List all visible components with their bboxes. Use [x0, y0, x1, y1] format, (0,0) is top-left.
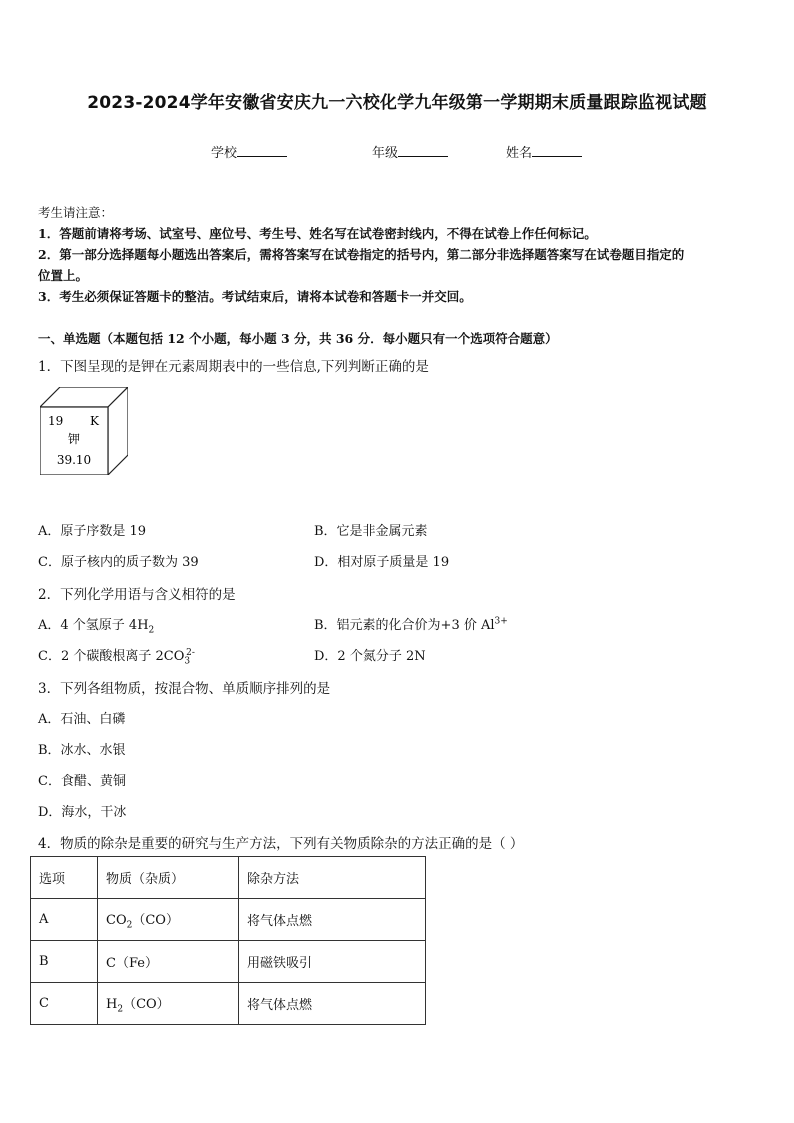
q1-option-a[interactable]: A．原子序数是 19 — [38, 524, 147, 539]
page-title: 2023-2024学年安徽省安庆九一六校化学九年级第一学期期末质量跟踪监视试题 — [87, 93, 707, 113]
school-field[interactable] — [211, 142, 287, 161]
name-field[interactable] — [506, 142, 582, 161]
q2-option-a-sub: 2 — [148, 625, 155, 636]
school-blank[interactable] — [237, 143, 287, 157]
table-cell-method: 将气体点燃 — [239, 983, 426, 1025]
grade-blank[interactable] — [398, 143, 448, 157]
table-cell-method: 将气体点燃 — [239, 899, 426, 941]
q3-option-d[interactable]: D．海水，干冰 — [38, 805, 127, 820]
table-cell-substance — [98, 983, 239, 1025]
q3-option-a[interactable]: A．石油、白磷 — [38, 712, 126, 727]
substance-impurity: （CO） — [132, 912, 179, 928]
element-symbol: K — [90, 414, 99, 428]
q2-option-c-text: C．2 个碳酸根离子 2CO — [38, 649, 185, 664]
table-row — [31, 941, 426, 983]
table-cell-option: A — [31, 899, 98, 941]
notice-item: 位置上。 — [38, 268, 89, 283]
q2-option-c[interactable] — [38, 645, 195, 667]
grade-label: 年级 — [372, 146, 399, 161]
purification-table — [30, 856, 426, 1025]
table-row — [31, 899, 426, 941]
q1-option-d[interactable]: D．相对原子质量是 19 — [314, 555, 450, 570]
q2-option-c-sub: 3 — [184, 656, 191, 667]
table-header-cell: 除杂方法 — [239, 857, 426, 899]
q1-option-c[interactable]: C．原子核内的质子数为 39 — [38, 555, 199, 570]
table-row — [31, 983, 426, 1025]
question-2-stem: 2．下列化学用语与含义相符的是 — [38, 587, 236, 603]
grade-field[interactable] — [372, 142, 448, 161]
table-cell-substance — [98, 899, 239, 941]
table-cell-method: 用磁铁吸引 — [239, 941, 426, 983]
notice-item: 3．考生必须保证答题卡的整洁。考试结束后，请将本试卷和答题卡一并交回。 — [38, 289, 472, 304]
substance-main: CO — [106, 912, 127, 928]
q2-option-a[interactable] — [38, 614, 154, 636]
substance-subscript: 2 — [126, 920, 133, 931]
substance-impurity: （Fe） — [115, 956, 158, 971]
school-label: 学校 — [211, 146, 238, 161]
element-number: 19 — [48, 414, 64, 428]
notice-item: 2．第一部分选择题每小题选出答案后，需将答案写在试卷指定的括号内，第二部分非选择题答案写在试卷题目指定的 — [38, 247, 685, 262]
section-heading: 一、单选题（本题包括 12 个小题，每小题 3 分，共 36 分．每小题只有一个选项符合题意） — [38, 331, 558, 346]
q2-option-d[interactable]: D．2 个氮分子 2N — [314, 649, 426, 664]
q3-option-b[interactable]: B．冰水、水银 — [38, 743, 126, 758]
q2-option-a-text: A．4 个氢原子 4H — [38, 618, 149, 633]
q3-option-c[interactable]: C．食醋、黄铜 — [38, 774, 126, 789]
q2-option-b-text: B．铝元素的化合价为+3 价 Al — [314, 618, 495, 633]
periodic-element-card — [40, 387, 128, 475]
q1-option-b[interactable]: B．它是非金属元素 — [314, 524, 428, 539]
notice-item: 1．答题前请将考场、试室号、座位号、考生号、姓名写在试卷密封线内，不得在试卷上作任何标记。 — [38, 226, 597, 241]
question-1-stem: 1．下图呈现的是钾在元素周期表中的一些信息,下列判断正确的是 — [38, 359, 429, 375]
q2-option-c-sup: 2- — [186, 647, 195, 658]
element-name: 钾 — [67, 432, 81, 446]
table-header-row — [31, 857, 426, 899]
question-4-stem: 4．物质的除杂是重要的研究与生产方法，下列有关物质除杂的方法正确的是（ ） — [38, 836, 524, 852]
notice-heading: 考生请注意： — [38, 205, 114, 220]
table-cell-substance — [98, 941, 239, 983]
name-blank[interactable] — [532, 143, 582, 157]
element-mass: 39.10 — [56, 453, 92, 467]
q2-option-b-sup: 3+ — [494, 616, 508, 627]
q2-option-b[interactable] — [314, 614, 508, 633]
question-3-stem: 3．下列各组物质，按混合物、单质顺序排列的是 — [38, 681, 331, 697]
table-cell-option: B — [31, 941, 98, 983]
table-cell-option: C — [31, 983, 98, 1025]
substance-subscript: 2 — [117, 1004, 124, 1015]
substance-main: C — [106, 956, 116, 971]
table-header-cell: 物质（杂质） — [98, 857, 239, 899]
substance-impurity: （CO） — [123, 996, 170, 1012]
substance-main: H — [106, 996, 118, 1012]
name-label: 姓名 — [506, 146, 533, 161]
table-header-cell: 选项 — [31, 857, 98, 899]
